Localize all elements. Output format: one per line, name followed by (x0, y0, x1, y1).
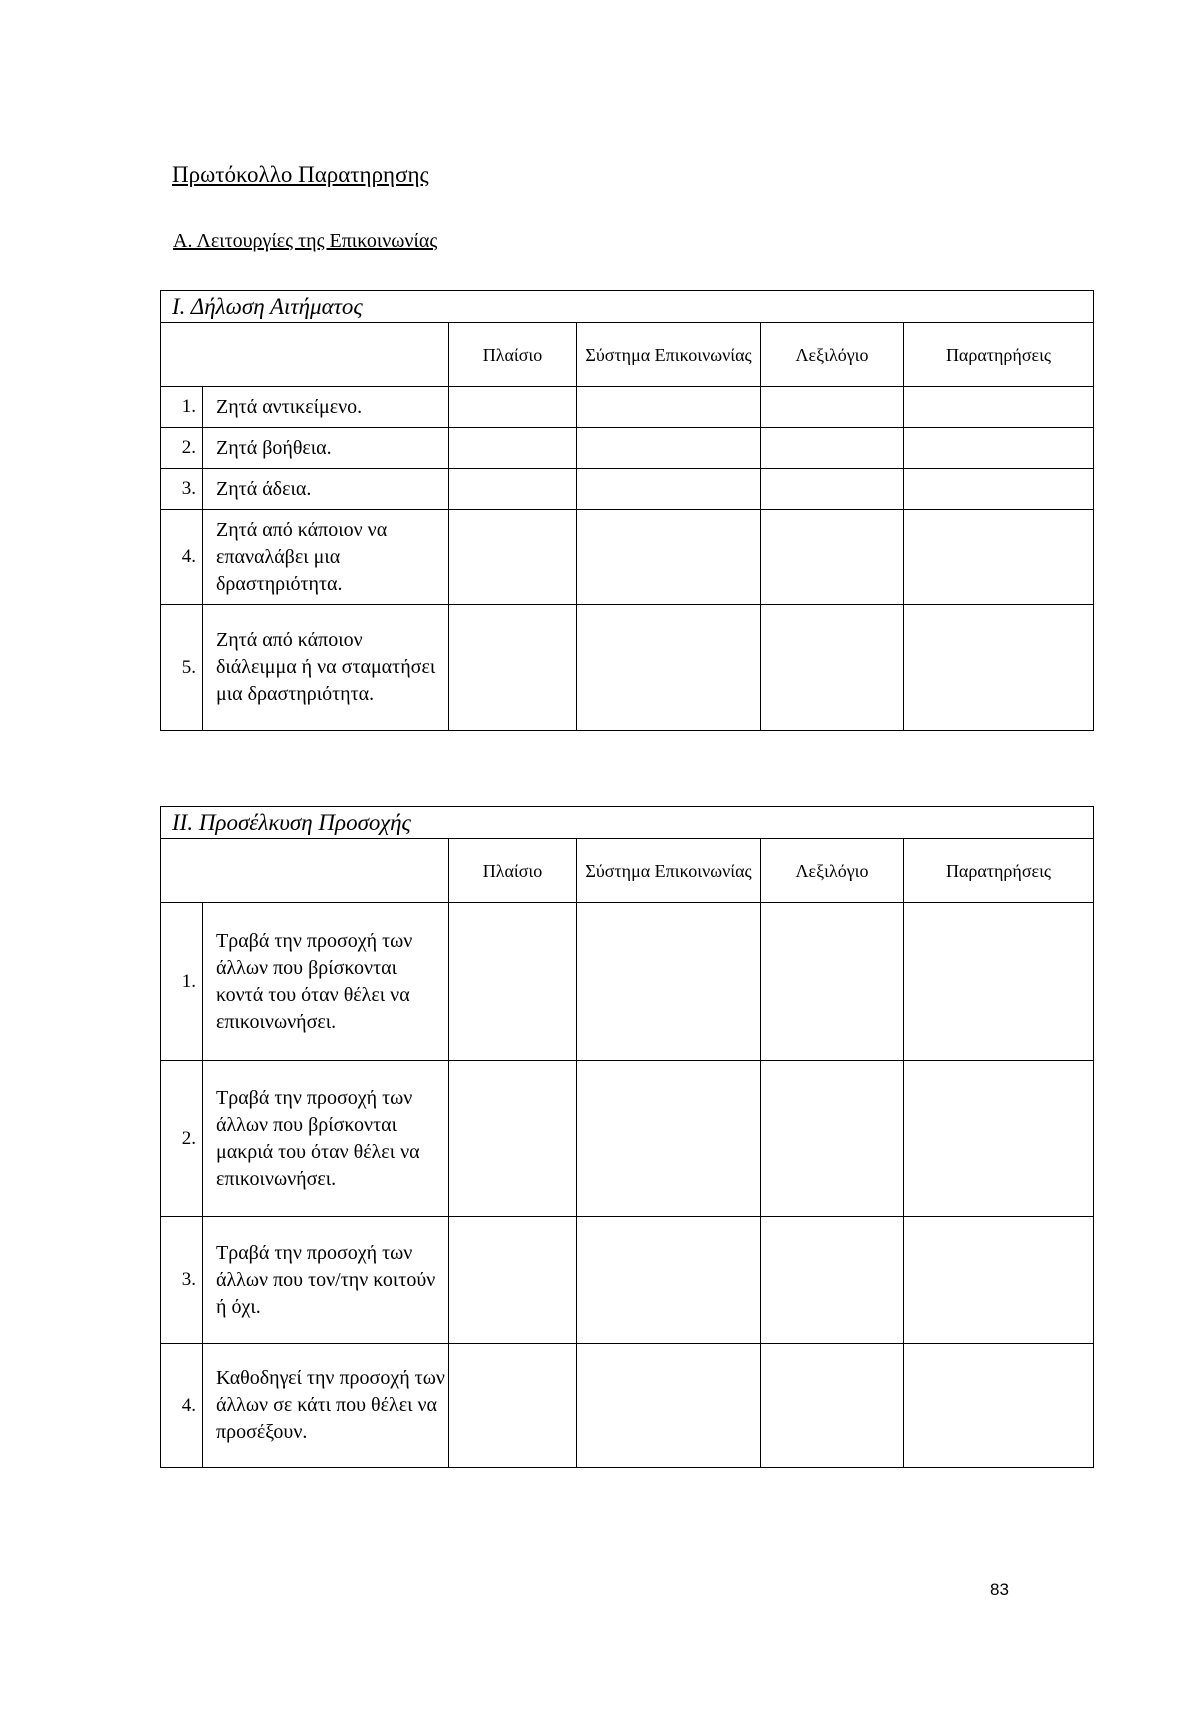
row-number: 1. (161, 903, 203, 1061)
row-number: 3. (161, 1217, 203, 1344)
vocabulary-cell[interactable] (761, 903, 904, 1061)
vocabulary-cell[interactable] (761, 469, 904, 510)
table-row (161, 469, 1094, 510)
row-description: Τραβά την προσοχή των άλλων που τον/την κοιτούν ή όχι. (203, 1217, 449, 1344)
vocabulary-cell[interactable] (761, 605, 904, 731)
row-description: Καθοδηγεί την προσοχή των άλλων σε κάτι που θέλει να προσέξουν. (203, 1344, 449, 1468)
remarks-cell[interactable] (904, 510, 1094, 605)
vocabulary-cell[interactable] (761, 1061, 904, 1217)
observation-table-request (160, 290, 1094, 731)
table-row (161, 1061, 1094, 1217)
column-header-context: Πλαίσιο (449, 323, 577, 387)
context-cell[interactable] (449, 510, 577, 605)
context-cell[interactable] (449, 903, 577, 1061)
header-blank-cell (161, 323, 449, 387)
document-title: Πρωτόκολλο Παρατηρησης (172, 162, 429, 187)
row-number: 2. (161, 1061, 203, 1217)
row-description: Ζητά αντικείμενο. (203, 387, 449, 428)
communication-system-cell[interactable] (577, 903, 761, 1061)
row-description: Τραβά την προσοχή των άλλων που βρίσκονται κοντά του όταν θέλει να επικοινωνήσει. (203, 903, 449, 1061)
table-row (161, 605, 1094, 731)
document-subtitle: Α. Λειτουργίες της Επικοινωνίας (173, 230, 438, 252)
section-title: ΙΙ. Προσέλκυση Προσοχής (161, 807, 1094, 839)
row-description: Τραβά την προσοχή των άλλων που βρίσκονται μακριά του όταν θέλει να επικοινωνήσει. (203, 1061, 449, 1217)
vocabulary-cell[interactable] (761, 1217, 904, 1344)
communication-system-cell[interactable] (577, 510, 761, 605)
remarks-cell[interactable] (904, 387, 1094, 428)
header-blank-cell (161, 839, 449, 903)
remarks-cell[interactable] (904, 469, 1094, 510)
row-number: 4. (161, 510, 203, 605)
row-description: Ζητά άδεια. (203, 469, 449, 510)
communication-system-cell[interactable] (577, 1061, 761, 1217)
table-row (161, 1344, 1094, 1468)
row-number: 1. (161, 387, 203, 428)
communication-system-cell[interactable] (577, 1344, 761, 1468)
communication-system-cell[interactable] (577, 605, 761, 731)
vocabulary-cell[interactable] (761, 387, 904, 428)
communication-system-cell[interactable] (577, 469, 761, 510)
row-number: 2. (161, 428, 203, 469)
context-cell[interactable] (449, 469, 577, 510)
communication-system-cell[interactable] (577, 387, 761, 428)
page-number: 83 (990, 1580, 1009, 1599)
remarks-cell[interactable] (904, 428, 1094, 469)
vocabulary-cell[interactable] (761, 1344, 904, 1468)
remarks-cell[interactable] (904, 903, 1094, 1061)
context-cell[interactable] (449, 1061, 577, 1217)
column-header-communication-system: Σύστημα Επικοινωνίας (577, 839, 761, 903)
row-number: 5. (161, 605, 203, 731)
column-header-vocabulary: Λεξιλόγιο (761, 323, 904, 387)
table-row (161, 1217, 1094, 1344)
row-description: Ζητά από κάποιον να επαναλάβει μια δραστηριότητα. (203, 510, 449, 605)
remarks-cell[interactable] (904, 1061, 1094, 1217)
communication-system-cell[interactable] (577, 428, 761, 469)
observation-table-attention (160, 806, 1094, 1468)
context-cell[interactable] (449, 1344, 577, 1468)
remarks-cell[interactable] (904, 605, 1094, 731)
row-number: 3. (161, 469, 203, 510)
row-description: Ζητά από κάποιον διάλειμμα ή να σταματήσει μια δραστηριότητα. (203, 605, 449, 731)
row-description: Ζητά βοήθεια. (203, 428, 449, 469)
context-cell[interactable] (449, 428, 577, 469)
column-header-vocabulary: Λεξιλόγιο (761, 839, 904, 903)
column-header-communication-system: Σύστημα Επικοινωνίας (577, 323, 761, 387)
context-cell[interactable] (449, 1217, 577, 1344)
column-header-context: Πλαίσιο (449, 839, 577, 903)
row-number: 4. (161, 1344, 203, 1468)
table-row (161, 510, 1094, 605)
vocabulary-cell[interactable] (761, 510, 904, 605)
table-row (161, 387, 1094, 428)
table-row (161, 428, 1094, 469)
context-cell[interactable] (449, 605, 577, 731)
column-header-remarks: Παρατηρήσεις (904, 323, 1094, 387)
remarks-cell[interactable] (904, 1217, 1094, 1344)
column-header-remarks: Παρατηρήσεις (904, 839, 1094, 903)
vocabulary-cell[interactable] (761, 428, 904, 469)
context-cell[interactable] (449, 387, 577, 428)
remarks-cell[interactable] (904, 1344, 1094, 1468)
communication-system-cell[interactable] (577, 1217, 761, 1344)
section-title: Ι. Δήλωση Αιτήματος (161, 291, 1094, 323)
table-row (161, 903, 1094, 1061)
